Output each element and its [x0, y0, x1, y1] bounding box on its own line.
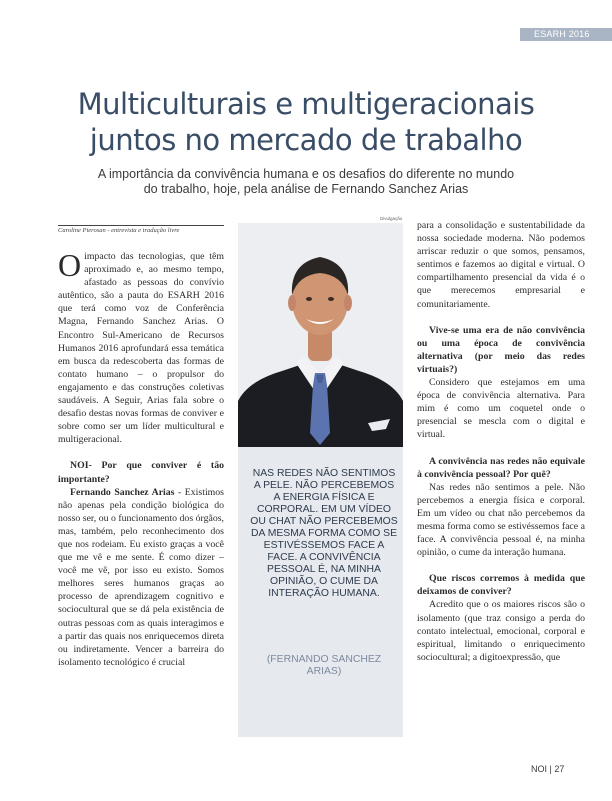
question-4: Que riscos corremos à medida que deixamos de conviver? [417, 573, 585, 598]
subtitle-line-1: A importância da convivência humana e os desafios do diferente no mundo [97, 167, 515, 181]
portrait-illustration [238, 223, 403, 447]
answer-1 [58, 486, 224, 669]
article-title [0, 86, 612, 158]
column-left [58, 247, 224, 669]
answer-4: Acredito que o os maiores riscos são o isolamento (que traz consigo a perda do contato intelectual, emocional, corporal e espiritual, limitando o enriquecimento sociocultural; a digitoexpressão, que [417, 599, 585, 663]
intro-paragraph [58, 247, 224, 446]
pull-quote-text: NAS REDES NÃO SENTIMOS A PELE. NÃO PERCEBEMOS A ENERGIA FÍSICA E CORPORAL. EM UM VÍDEO OU CHAT NÃO PERCEBEMOS DA MESMA FORMA COMO SE ESTIVÉSSEMOS FACE A FACE. A CONVIVÊNCIA PESSOAL É, NA MINHA OPINIÃO, O CUME DA INTERAÇÃO HUMANA. [250, 468, 398, 599]
question-3: A convivência nas redes não equivale à convivência pessoal? Por quê? [417, 455, 585, 480]
answer-3: Nas redes não sentimos a pele. Não percebemos a energia física e corporal. Em um vídeo ou chat não percebemos da mesma forma como se estivéssemos face a face. A convivência pessoal é, na minha opinião, o cume da interação humana. [417, 481, 585, 559]
question-2: Vive-se uma era de não convivência ou uma época de convivência alternativa (por meio das redes virtuais?) [417, 324, 585, 375]
pull-quote-author: (FERNANDO SANCHEZ ARIAS) [266, 654, 382, 677]
page-footer: NOI | 27 [531, 764, 565, 774]
question-1: NOI- Por que conviver é tão importante? [58, 460, 224, 485]
byline-rule [58, 225, 224, 226]
byline: Caroline Pierosan - entrevista e tradução livre [58, 227, 180, 234]
column-right [417, 219, 585, 664]
photo-credit: Divulgação [380, 216, 403, 221]
title-line-2: juntos no mercado de trabalho [89, 123, 523, 157]
answer-1-speaker: Fernando Sanchez Arias [70, 486, 175, 498]
drop-cap: O [58, 247, 82, 283]
article-subtitle [60, 167, 552, 197]
portrait-photo [238, 223, 403, 447]
answer-1-text: - Existimos não apenas pela condição biológica do nosso ser, ou o funcionamento dos órgãos, mas, também, pelo reconhecimento dos que nos rodeiam. Eu existo graças a você que me vê e me sente. É como dizer – você me vê, por isso eu existo. Somos melhores seres humanos graças ao processo de aprendizagem cognitivo e sociocultural que se dá pela existência de outras pessoas com as quais interagimos e a partir das quais nos enriquecemos direta ou indiretamente. Vencer a barreira do isolamento tecnológico é crucial [58, 486, 224, 668]
section-tag-label: ESARH 2016 [534, 29, 590, 39]
answer-2: Considero que estejamos em uma época de convivência alternativa. Para mim é como um coquetel onde o presencial se mescla com o digital e virtual. [417, 377, 585, 441]
title-line-1: Multiculturais e multigeracionais [77, 87, 535, 121]
intro-text: impacto das tecnologias, que têm aproximado e, ao mesmo tempo, afastado as pessoas do convívio autêntico, são a pauta do ESARH 2016 que terá como voz de Conferência Magna, Fernando Sanchez Arias. O Encontro Sul-Americano de Recursos Humanos 2016 aprofundará essa temática em busca da redescoberta das formas de contato humano – o propulsor do engajamento e das construções coletivas saudáveis. A Seguir, Arias fala sobre o desafio destas novas formas de conviver e sobre como ser um líder multicultural e multigeracional. [58, 251, 224, 446]
continued-paragraph: para a consolidação e sustentabilidade da nossa sociedade moderna. Não podemos arriscar reduzir o que somos, pensamos, sentimos e fazemos ao digital e virtual. O compartilhamento presencial da vida é o que merecemos empresarial e comunitariamente. [417, 220, 585, 310]
subtitle-line-2: do trabalho, hoje, pela análise de Fernando Sanchez Arias [143, 182, 469, 196]
